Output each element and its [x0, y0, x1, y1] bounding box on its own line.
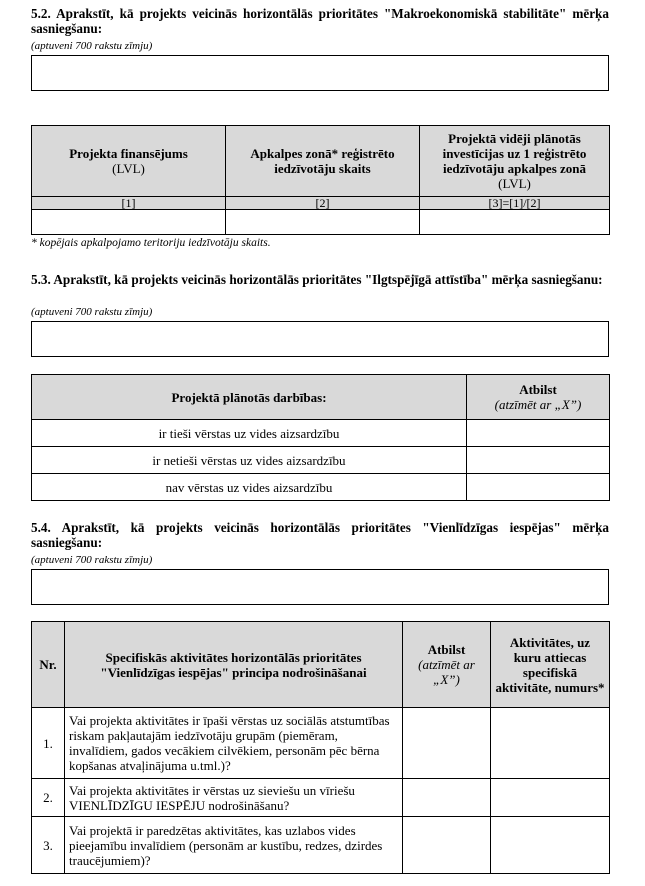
- environment-col2-header: [467, 375, 610, 420]
- table-row: [32, 708, 610, 779]
- section-5-2-textbox[interactable]: [31, 55, 609, 91]
- section-5-2-heading: 5.2. Aprakstīt, kā projekts veicinās horizontālās prioritātes "Makroekonomiskā stabilitāte" mērķa sasniegšanu:: [31, 6, 609, 36]
- row-related-cell[interactable]: [491, 708, 610, 779]
- environment-row-check[interactable]: [467, 474, 610, 501]
- environment-row-label: ir tieši vērstas uz vides aizsardzību: [32, 420, 467, 447]
- investment-header-cell: [420, 126, 610, 197]
- residents-header-cell: [226, 126, 420, 197]
- row-number: 2.: [32, 779, 65, 817]
- row-related-cell[interactable]: [491, 817, 610, 874]
- row-number: 1.: [32, 708, 65, 779]
- col-match-header: [403, 622, 491, 708]
- investment-input-cell[interactable]: [420, 210, 610, 235]
- environment-row-label: ir netieši vērstas uz vides aizsardzību: [32, 447, 467, 474]
- funding-col1-title: Projekta finansējums: [69, 146, 188, 161]
- environment-row-label: nav vērstas uz vides aizsardzību: [32, 474, 467, 501]
- funding-col3-title: Projektā vidēji plānotās investīcijas uz 1 reģistrēto iedzīvotāju apkalpes zonā: [442, 131, 587, 176]
- funding-table-input-row: [32, 210, 610, 235]
- col-related-title: Aktivitātes, uz kuru attiecas specifiskā aktivitāte, numurs*: [491, 622, 610, 708]
- equal-opportunity-header: [32, 622, 610, 708]
- col-activity-title: Specifiskās aktivitātes horizontālās prioritātes "Vienlīdzīgas iespējas" principa nodrošināšanai: [65, 622, 403, 708]
- table-row: [32, 817, 610, 874]
- col-match-title: Atbilst: [427, 642, 466, 657]
- environment-col1-title: Projektā plānotās darbības:: [32, 375, 467, 420]
- row-question: Vai projektā ir paredzētas aktivitātes, kas uzlabos vides pieejamību invalīdiem (personām ar kustību, redzes, dzirdes traucējumiem)?: [65, 817, 403, 874]
- table-row: [32, 447, 610, 474]
- environment-row-check[interactable]: [467, 420, 610, 447]
- table-row: [32, 779, 610, 817]
- section-5-3-heading: 5.3. Aprakstīt, kā projekts veicinās horizontālās prioritātes "Ilgtspējīgā attīstība" mērķa sasniegšanu:: [31, 272, 603, 287]
- row-match-cell[interactable]: [403, 779, 491, 817]
- section-5-4-textbox[interactable]: [31, 569, 609, 605]
- funding-col1-unit: (LVL): [112, 161, 145, 176]
- section-5-3-hint: (aptuveni 700 rakstu zīmju): [31, 306, 153, 318]
- ref-cell-2: [2]: [226, 197, 420, 210]
- environment-table: [31, 374, 610, 501]
- row-question: Vai projekta aktivitātes ir īpaši vērstas uz sociālās atstumtības riskam pakļautajām iedzīvotāju grupām (piemēram, invalīdiem, gados vecākiem cilvēkiem, personām pēc bērna kopšanas atvaļinājuma u.tml.)?: [65, 708, 403, 779]
- funding-input-cell[interactable]: [32, 210, 226, 235]
- section-5-4-hint: (aptuveni 700 rakstu zīmju): [31, 554, 153, 566]
- funding-table-header: [32, 126, 610, 197]
- funding-col3-unit: (LVL): [498, 176, 531, 191]
- row-match-cell[interactable]: [403, 817, 491, 874]
- ref-cell-3: [3]=[1]/[2]: [420, 197, 610, 210]
- environment-col2-sub: (atzīmēt ar „X”): [494, 397, 582, 412]
- ref-cell-1: [1]: [32, 197, 226, 210]
- environment-row-check[interactable]: [467, 447, 610, 474]
- row-number: 3.: [32, 817, 65, 874]
- environment-table-header: [32, 375, 610, 420]
- row-match-cell[interactable]: [403, 708, 491, 779]
- environment-col2-title: Atbilst: [519, 382, 557, 397]
- col-match-sub: (atzīmēt ar „X”): [418, 657, 475, 687]
- section-5-3-textbox[interactable]: [31, 321, 609, 357]
- funding-col2-title: Apkalpes zonā* reģistrēto iedzīvotāju skaits: [250, 146, 395, 176]
- row-question: Vai projekta aktivitātes ir vērstas uz sieviešu un vīriešu VIENLĪDZĪGU IESPĒJU nodrošināšanu?: [65, 779, 403, 817]
- section-5-4-heading: 5.4. Aprakstīt, kā projekts veicinās horizontālās prioritātes "Vienlīdzīgas iespējas" mērķa sasniegšanu:: [31, 520, 609, 550]
- table-row: [32, 420, 610, 447]
- funding-table-ref-row: [32, 197, 610, 210]
- col-nr-title: Nr.: [32, 622, 65, 708]
- funding-header-cell: [32, 126, 226, 197]
- residents-input-cell[interactable]: [226, 210, 420, 235]
- equal-opportunity-table: [31, 621, 610, 874]
- row-related-cell[interactable]: [491, 779, 610, 817]
- section-5-2-hint: (aptuveni 700 rakstu zīmju): [31, 40, 153, 52]
- table-row: [32, 474, 610, 501]
- funding-footnote: * kopējais apkalpojamo teritoriju iedzīvotāju skaits.: [31, 237, 271, 249]
- funding-table: [31, 125, 610, 235]
